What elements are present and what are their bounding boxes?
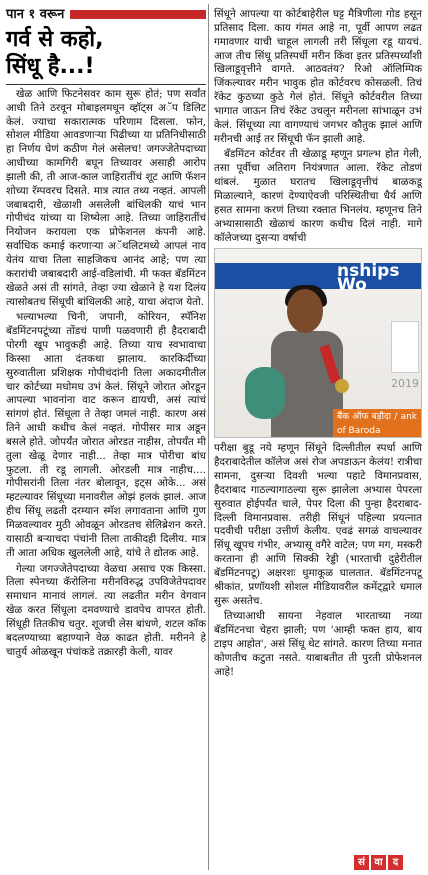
photo-year-text: 2019 xyxy=(391,377,419,391)
sponsor-board: बैंक ऑफ बड़ौदा / ank of Baroda xyxy=(333,409,421,438)
headline-line-2: सिंधू है...! xyxy=(6,53,95,79)
photo-sign-board xyxy=(391,321,419,373)
continuation-kicker xyxy=(6,8,206,22)
kicker-bar xyxy=(70,10,206,19)
logo-letter: सं xyxy=(354,855,369,870)
body-paragraph: बॅडमिंटन कोर्टवर ती खेळाडू म्हणून प्रगल्भ होत गेली, तसा पूर्वीचा अतिराग नियंत्रणात आला. रॅकेट तोडणं थांबलं. मुळात घरातच खिलाडूवृत्तीचं बाळकडू मिळाल्याने, कारणं देण्याऐवजी परिस्थितीचा धैर्य आणि हसत सामना करणं तिच्या रक्तात भिनलंय. म्हणूनच तिने अभ्यासासाठी खेळाचं कारण कधीच दिलं नाही. मागे कॉलेजच्या दुसऱ्या वर्षाची xyxy=(214,148,422,244)
mascot-toy xyxy=(245,367,285,419)
kicker-label: पान १ वरून xyxy=(6,7,65,22)
samvad-logo xyxy=(352,855,403,870)
gold-medal xyxy=(335,379,349,393)
body-paragraph: भल्याभल्या चिनी, जपानी, कोरियन, स्पॅनिश बॅडमिंटनपटूंच्या तोंडचं पाणी पळवणारी ही हैदराबादी पोरगी खूप भावुकही आहे. तिच्या याच स्वभावाचा किस्सा आता दंतकथा झालाय. कारकिर्दीच्या सुरुवातीला प्रशिक्षक गोपीचंदांनी तिला अकादमीतील चार कोर्टच्या मधोमध उभं केलं. सिंधूने जोरात ओरडून आपल्या भावनांना वाट करून द्यायची, असं त्यांचं सांगणं होतं. सिंधूला ते तेव्हा जमलं नाही. कारण असं तिने आधी कधीच केलं नव्हतं. गोपीसर मात्र अडून बसले होते. जोपर्यंत जोरात ओरडत नाहीस, तोपर्यंत मी तुला खेळू देणार नाही... तेव्हा मात्र पोरीचा बांध फुटला. ती रडू लागली. ओरडली मात्र नाहीच.... गोपीसरांनी तिला नंतर बोलावून, इट्स ओके... असं म्हटल्यावर सिंधूच्या मनावरील ओझं हलकं झालं. आज हीच सिंधू लढती दरम्यान स्मॅश लगावताना आणि गुण मिळवल्यावर मुठी ओवळून ओरडतच सेलिब्रेशन करते. यासाठी बऱ्याचदा पंचांनी तिला ताकीदही दिलीय. मात्र ती आता अधिक खुललेली आहे, यांचे ते द्योतक आहे. xyxy=(6,311,206,559)
column-divider xyxy=(208,4,209,870)
right-column xyxy=(214,8,422,682)
left-column xyxy=(6,8,206,661)
photo-banner-text: nships Wo xyxy=(337,261,400,296)
body-paragraph: परीक्षा बुडू नये म्हणून सिंधूने दिल्लीतील स्पर्धा आणि हैदराबादेतील कॉलेज असं रोज अपडाऊन केलंय! रात्रीचा सामना, दुसऱ्या दिवशी भल्या पहाटे विमानप्रवास, हैदराबाद गाठल्यागाठल्या सुरू झालेला अभ्यास पेपरला सुरुवात होईपर्यंत चाले, पेपर दिला की पुन्हा हैदराबाद-दिल्ली विमानप्रवास. तरीही सिंधूनं पहिल्या प्रयत्नात पदवीची परीक्षा उत्तीर्ण केलीय. एवढं सगळं वाचल्यावर सिंधू खूपच गंभीर, अभ्यासू वगैरे वाटेल; पण मग, मस्करी करताना ही आणि सिक्की रेड्डी (भारताची दुहेरीतील बॅडमिंटनपटू) अक्षरशः धुमाकूळ घालतात. बॅडमिंटनपटू श्रीकांत, प्रणॉयशी सोशल मीडियावरील कमेंट्द्वारे धमाल सुरू असतेच. xyxy=(214,442,422,607)
body-paragraph: गेल्या जगज्जेतेपदाच्या वेळचा असाच एक किस्सा. तिला स्पेनच्या कॅरोलिना मरीनविरुद्ध उपविजेतेपदावर समाधान मानावं लागलं. त्या लढतीत मरीन वेगवान खेळ करत सिंधूला दमवण्याचे डावपेच वापरत होती. सिंधूही तितकीच चतुर. शूजची लेस बांधणे, शटल कॉक बदलण्याच्या बहाण्याने वेळ काढत होती. मरीनने हे चातुर्य ओळखून पंचांकडे तक्रारही केली, यावर xyxy=(6,562,206,658)
body-paragraph: खेळ आणि फिटनेसवर काम सुरू होतं; पण सर्वांत आधी तिने ठरवून मोबाइलमधून व्हॉट्स अॅप डिलिट केलं. ज्याचा सकारात्मक परिणाम दिसला. फोन, सोशल मीडिया आवडणाऱ्या पिढीच्या या प्रतिनिधीसाठी हा निर्णय घेणं कठीण गेलं असेलच! जगज्जेतेपदाच्या आधीच्या कामगिरी बघून तिच्यावर असाही आरोप झाली की, ती आज-काल जाहिरातींचं शूट आणि फॅशन शोच्या रॅम्पवरच दिसते. मात्र त्यात तथ्य नव्हतं. आपली जबाबदारी, खेळाशी असलेली बांधिलकी याचं भान गोपीचंद यांच्या या शिष्येला आहे. तिच्या जाहिरातींचं नियोजन करायला एक प्रोफेशनल कंपनी आहे. सर्वाधिक कमाई करणाऱ्या अॅथलिटमध्ये आपलं नाव येतंय याचा तिला साहजिकच आनंद आहे; पण त्या करारांची जबाबदारी आई-वडिलांची. मी फक्त बॅडमिंटन खेळते असं ती सांगते, तेव्हा ज्या खेळाने हे यश दिलंय त्यासोबतच सिंधूची बांधिलकी आहे, याचा अंदाज येतो. xyxy=(6,87,206,308)
logo-letter: द xyxy=(388,855,403,870)
body-paragraph: तिच्याआधी सायना नेहवाल भारताच्या नव्या बॅडमिंटनचा चेहरा झाली; पण 'आम्ही फक्त हाय, बाय टाइप आहोत', असं सिंधू थेट सांगते. कारण तिच्या मनात कोणतीच कटुता नसते. याबाबतीत ती पुरती प्रोफेशनल आहे! xyxy=(214,610,422,678)
logo-letter: वा xyxy=(371,855,386,870)
sindhu-medal-photo xyxy=(214,248,422,438)
player-face xyxy=(287,289,323,333)
headline-rule xyxy=(6,84,206,85)
body-paragraph: सिंधूने आपल्या या कोर्टबाहेरील घट्ट मैत्रिणीला गोड हसून प्रतिसाद दिला. काय गंमत आहे ना, पूर्वी आपण लढत गमावणार याची चाहूल लागली तरी सिंधूला रडू यायचं. आज तीच सिंधू प्रतिस्पर्धी मरीन किंवा इतर प्रतिस्पर्ध्यांशी खिलाडूवृत्तीने वागते. आठवतंय? रिओ ऑलिम्पिक जिंकल्यावर मरीन भावुक होत कोर्टवरच कोसळली. तिचं रॅकेट कुठच्या कुठे गेलं होतं. सिंधूने कोर्टवरील तिच्या भागात जाऊन तिचं रॅकेट उचलून मरीनला सांभाळून उभं केलं. सिंधूच्या त्या वागण्याचं जगभर कौतुक झालं आणि मरीनची आई तर सिंधूची फॅन झाली आहे. xyxy=(214,8,422,145)
headline-line-1: गर्व से कहो, xyxy=(6,26,104,52)
article-headline xyxy=(6,26,206,80)
